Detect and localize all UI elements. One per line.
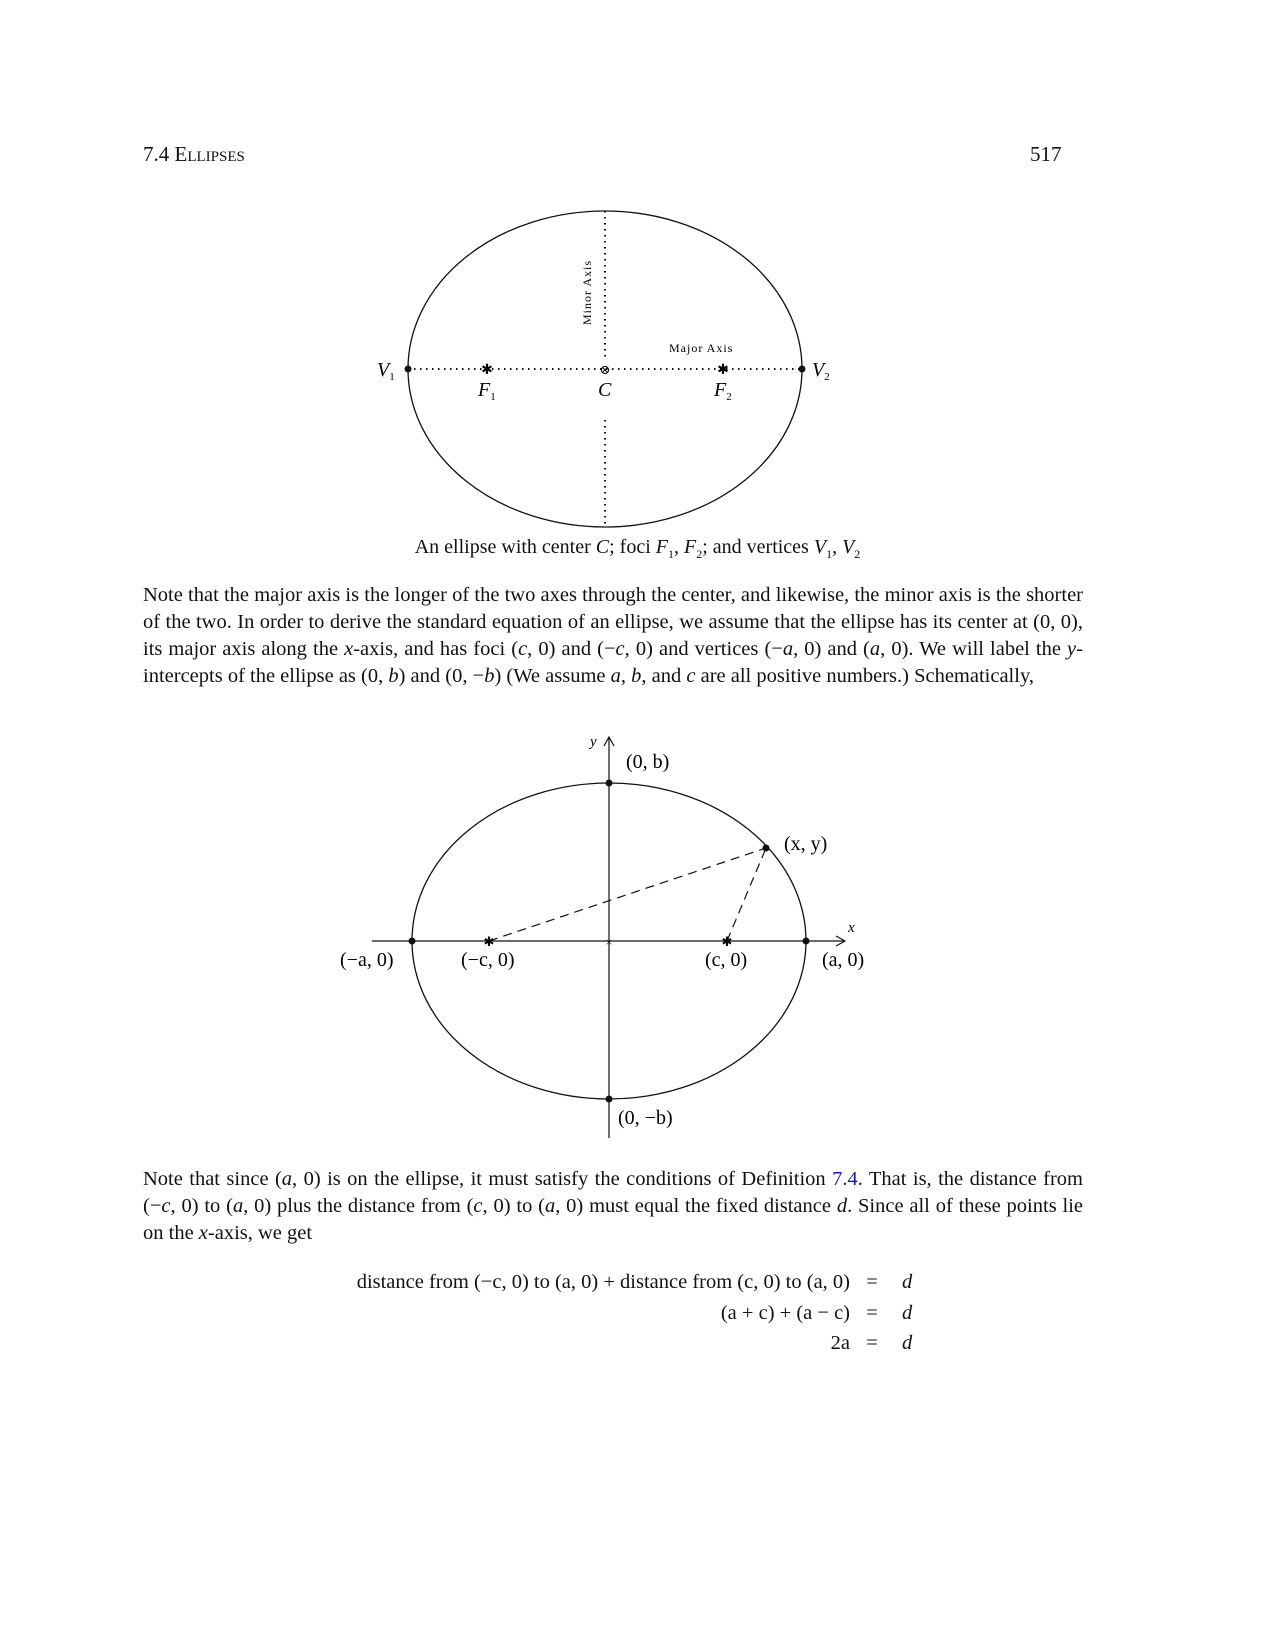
definition-link[interactable]: 7.4	[832, 1168, 858, 1190]
focal-distance-line-2	[727, 848, 766, 941]
left-vertex-label: (−a, 0)	[340, 949, 394, 971]
bottom-intercept-label: (0, −b)	[618, 1107, 673, 1129]
focus2-marker: ✱	[717, 363, 729, 378]
minor-axis-label: Minor Axis	[580, 259, 594, 325]
equation-rhs: d	[902, 1302, 913, 1324]
equation-rhs: d	[902, 1271, 913, 1293]
section-title: Ellipses	[174, 142, 245, 166]
origin-marker: ×	[605, 935, 613, 949]
equation-lhs: distance from (−c, 0) to (a, 0) + distance from (c, 0) to (a, 0)	[356, 1271, 850, 1293]
vertex1-point	[405, 366, 412, 373]
right-vertex-label: (a, 0)	[822, 949, 865, 971]
x-axis-label: x	[848, 920, 855, 936]
equation-relation: =	[866, 1271, 878, 1293]
top-intercept-point	[606, 780, 613, 787]
bottom-intercept-point	[606, 1096, 613, 1103]
right-focus-label: (c, 0)	[705, 949, 748, 971]
focus1-label: $F_1$	[478, 379, 496, 403]
vertex1-label: $V_1$	[377, 359, 395, 383]
equation-lhs: (a + c) + (a − c)	[720, 1302, 850, 1324]
major-axis-label: Major Axis	[669, 341, 734, 355]
section-number: 7.4	[143, 142, 170, 166]
equation-row	[0, 1302, 1275, 1332]
ellipse-coordinate-figure	[0, 720, 1275, 1150]
focal-distance-line-1	[489, 848, 766, 941]
equation-row	[0, 1271, 1275, 1301]
paragraph-vertex-condition: Note that since (a, 0) is on the ellipse, it must satisfy the conditions of Definition 7.4. That is, the distance from (−c, 0) to (a, 0) plus the distance from (c, 0) to (a, 0) must equal the fixed distance d. Since all of these points lie on the x-axis, we get	[143, 1168, 1083, 1244]
point-label: (x, y)	[784, 833, 828, 855]
figure1-caption: An ellipse with center C; foci $F_1$, $F_2$; and vertices $V_1$, $V_2$	[414, 536, 861, 561]
equation-row	[0, 1332, 1275, 1362]
focus1-marker: ✱	[481, 363, 493, 378]
top-intercept-label: (0, b)	[626, 751, 670, 773]
equation-relation: =	[866, 1302, 878, 1324]
y-axis-label: y	[590, 734, 597, 750]
equation-relation: =	[866, 1332, 878, 1354]
page-number: 517	[1030, 142, 1062, 166]
left-focus-label: (−c, 0)	[461, 949, 515, 971]
center-marker: ⊗	[599, 362, 611, 377]
equation-lhs: 2a	[830, 1332, 850, 1354]
right-focus-marker: ✱	[721, 934, 733, 949]
equation-rhs: d	[902, 1332, 913, 1354]
left-focus-marker: ✱	[483, 934, 495, 949]
left-vertex-point	[409, 938, 416, 945]
ellipse-anatomy-figure	[0, 0, 1275, 560]
paragraph-standard-form-setup: Note that the major axis is the longer of the two axes through the center, and likewise, the minor axis is the shorter of the two. In order to derive the standard equation of an ellipse, we assume that the ellipse has its center at (0, 0), its major axis along the x-axis, and has foci (c, 0) and (−c, 0) and vertices (−a, 0) and (a, 0). We will label the y-intercepts of the ellipse as (0, b) and (0, −b) (We assume a, b, and c are all positive numbers.) Schematically,	[143, 584, 1083, 687]
center-label: C	[598, 379, 612, 401]
focus2-label: $F_2$	[714, 379, 732, 403]
ellipse-point	[763, 845, 770, 852]
vertex2-label: $V_2$	[812, 359, 830, 383]
vertex2-point	[799, 366, 806, 373]
right-vertex-point	[803, 938, 810, 945]
